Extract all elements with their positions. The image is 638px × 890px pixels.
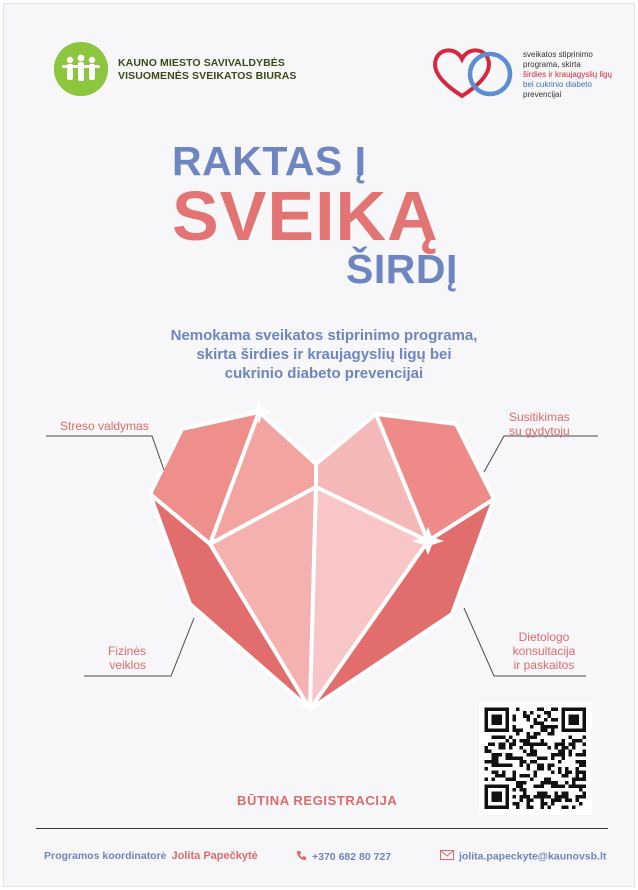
phone-number[interactable]: +370 682 80 727 [312, 850, 392, 863]
program-logo-line5: prevencijai [523, 90, 562, 99]
org-name-line1: KAUNO MIESTO SAVIVALDYBĖS [118, 57, 286, 69]
label-doctor-line1: Susitikimas [509, 410, 570, 424]
subtitle-line2: skirta širdies ir kraujagyslių ligų bei [196, 346, 452, 363]
subtitle-line3: cukrinio diabeto prevencijai [224, 365, 424, 382]
label-diet-line2: konsultacija [512, 644, 576, 658]
program-logo-line3: širdies ir kraujagyslių ligų [523, 70, 612, 79]
coordinator [44, 850, 258, 862]
qr-code[interactable] [479, 702, 592, 815]
program-logo-line1: sveikatos stiprinimo [523, 50, 593, 59]
label-diet-line3: ir paskaitos [513, 658, 575, 672]
label-physical-line2: veiklos [109, 658, 146, 672]
phone-icon [296, 850, 307, 864]
label-physical [102, 644, 146, 672]
registration-notice: BŪTINA REGISTRACIJA [237, 793, 398, 808]
coordinator-label: Programos koordinatorė [44, 850, 167, 862]
poster [3, 3, 635, 887]
label-diet-line1: Dietologo [518, 630, 570, 644]
label-doctor-line2: su gydytoju [509, 424, 570, 438]
qr-code-image[interactable] [479, 702, 592, 815]
title-line1: RAKTAS Į [172, 138, 367, 184]
label-physical-line1: Fizinės [107, 644, 146, 658]
label-diet [498, 630, 590, 672]
title-line2: SVEIKĄ [172, 177, 439, 255]
mail-icon [440, 850, 454, 863]
phone-contact[interactable] [296, 850, 391, 864]
coordinator-name: Jolita Papečkytė [171, 850, 258, 862]
callout-line-doctor [484, 436, 598, 472]
email-address[interactable]: jolita.papeckyte@kaunovsb.lt [459, 850, 607, 863]
footer-divider [36, 828, 608, 829]
program-logo-line4: bei cukrinio diabeto [523, 80, 592, 89]
email-contact[interactable] [440, 850, 606, 863]
org-name-line2: VISUOMENĖS SVEIKATOS BIURAS [118, 70, 297, 82]
label-doctor [509, 410, 599, 438]
program-logo-line2: programa, skirta [523, 60, 581, 69]
callout-line-stress [46, 436, 164, 470]
label-stress: Streso valdymas [60, 419, 149, 433]
title-line3: ŠIRDĮ [346, 246, 458, 292]
subtitle-line1: Nemokama sveikatos stiprinimo programa, [170, 327, 478, 344]
